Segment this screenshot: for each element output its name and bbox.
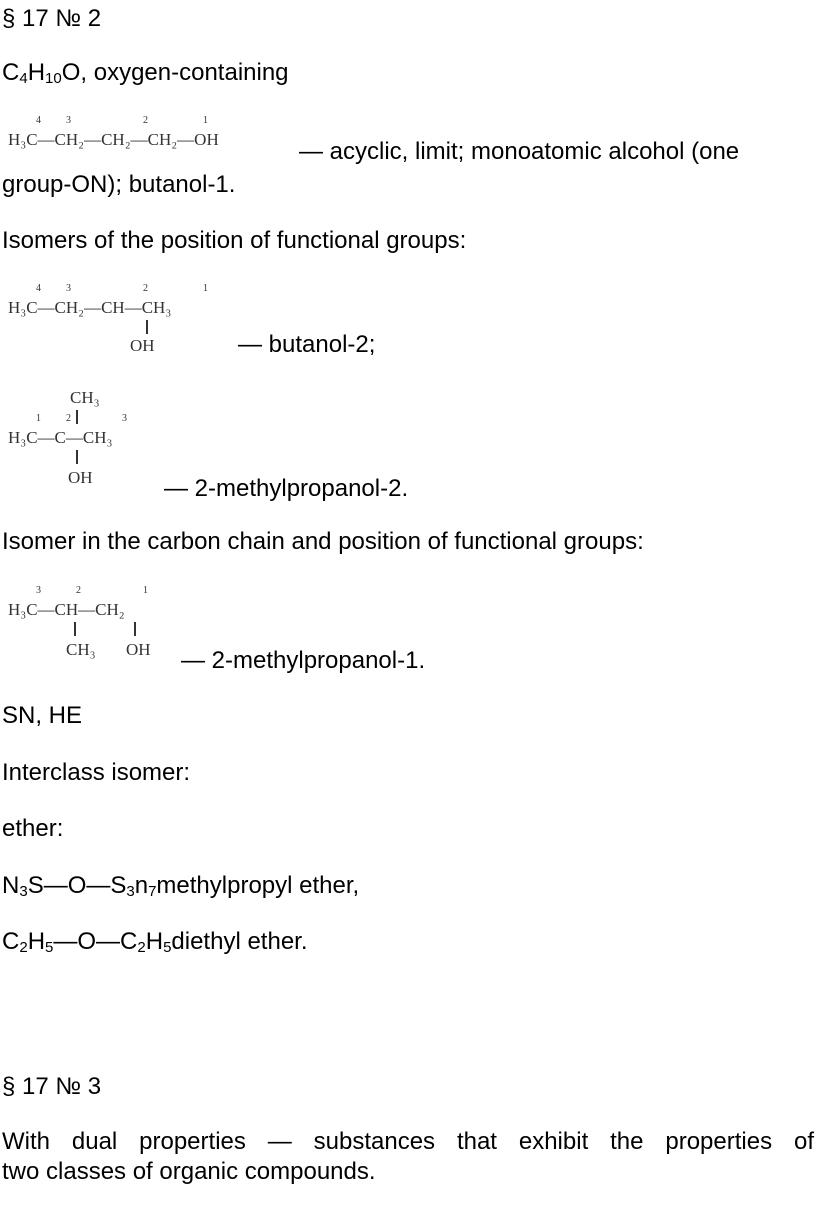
- ether-formula-methylpropyl: $N_3S—O—S_3n_7methylpropyl$ ether,: [2, 872, 360, 900]
- butanol-2-label: — butanol-2;: [238, 331, 376, 358]
- section-heading-17-2: § 17 № 2: [2, 5, 102, 32]
- section-heading-17-3: § 17 № 3: [2, 1073, 102, 1100]
- dual-properties-paragraph: [2, 1127, 814, 1187]
- butanol-1-description-cont: group-ON); butanol-1.: [2, 171, 236, 198]
- molecular-formula-line: $C_4H_{10}O$, oxygen-containing: [2, 59, 289, 87]
- chain-isomer-heading: Isomer in the carbon chain and position of functional groups:: [2, 528, 644, 555]
- butanol-1-description: — acyclic, limit; monoatomic alcohol (one: [299, 138, 740, 165]
- 2-methylpropanol-1-label: — 2-methylpropanol-1.: [181, 647, 426, 674]
- ether-formula-diethyl: $C_2H_5—O—C_2H_5diethyl$ ether.: [2, 928, 308, 956]
- ether-heading: ether:: [2, 815, 64, 842]
- interclass-isomer-heading: Interclass isomer:: [2, 759, 191, 786]
- dual-properties-line-1: With dual properties — substances that exhibit the properties of: [2, 1128, 814, 1155]
- 2-methylpropanol-2-structural-formula: CH₃ 1 2 3 H₃C—C—CH₃ OH: [8, 388, 127, 487]
- 2-methylpropanol-2-label: — 2-methylpropanol-2.: [164, 475, 409, 502]
- butanol-2-structural-formula: 4 3 2 1 H₃C—CH₂—CH—CH₃ OH: [8, 283, 208, 355]
- dual-properties-line-2: two classes of organic compounds.: [2, 1158, 376, 1185]
- position-isomers-heading: Isomers of the position of functional groups:: [2, 227, 467, 254]
- butanol-1-structural-formula: 4 3 2 1 H₃C—CH₂—CH₂—CH₂—OH: [8, 115, 219, 149]
- 2-methylpropanol-1-structural-formula: 3 2 1 H₃C—CH—CH₂ CH₃ OH: [8, 585, 151, 659]
- sn-he-text: SN, HE: [2, 702, 83, 729]
